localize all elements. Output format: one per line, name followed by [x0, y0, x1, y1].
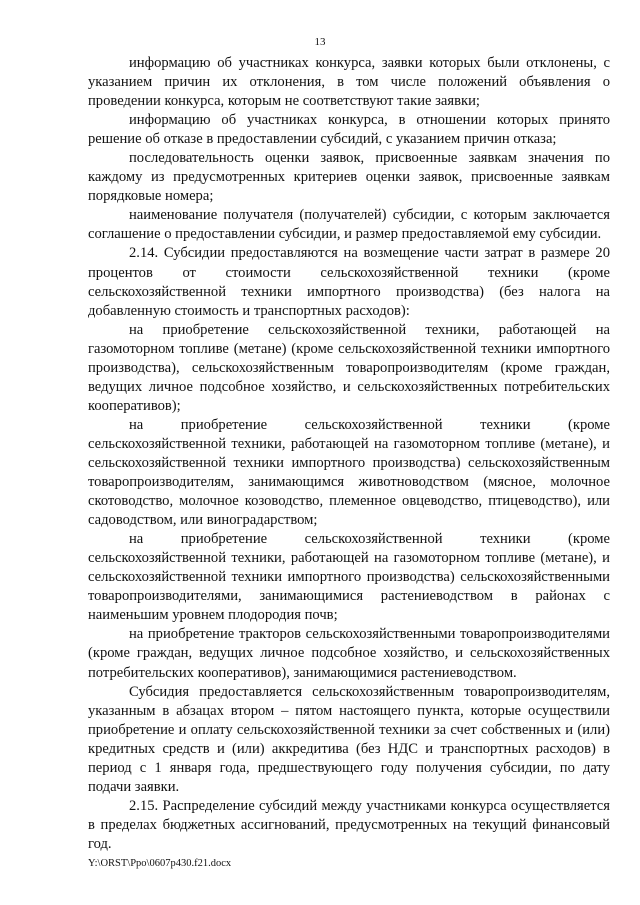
paragraph-recipient-name: наименование получателя (получателей) субсидии, с которым заключается соглашение о предоставлении субсидии, и размер предоставляемой ему субсидии. [88, 207, 610, 243]
paragraph-rejected-applications: информацию об участниках конкурса, заявки которых были отклонены, с указанием причин их отклонения, в том числе положений объявления о проведении конкурса, которым не соответствуют такие заявки; [88, 55, 610, 110]
paragraph-refused-participants: информацию об участниках конкурса, в отношении которых принято решение об отказе в предоставлении субсидий, с указанием причин отказа; [88, 112, 610, 148]
paragraph-livestock-equipment: на приобретение сельскохозяйственной техники (кроме сельскохозяйственной техники, работающей на газомоторном топливе (метане), и сельскохозяйственной техники импортного производства) сельскохозяйственным товаропроизводителям, занимающимся животноводством (мясное, молочное скотоводство, молочное козоводство, племенное овцеводство, птицеводство), или садоводством, или виноградарством; [88, 416, 610, 529]
page-number: 13 [314, 36, 326, 48]
paragraph-tractors: на приобретение тракторов сельскохозяйственными товаропроизводителями (кроме граждан, ведущих личное подсобное хозяйство, и сельскохозяйственных потребительских кооперативов), занимающимися растениеводством. [88, 626, 610, 681]
paragraph-evaluation-sequence: последовательность оценки заявок, присвоенные заявкам значения по каждому из предусмотренных критериев оценки заявок, присвоенные заявкам порядковые номера; [88, 150, 610, 205]
document-body [88, 54, 610, 854]
paragraph-gas-engine-equipment: на приобретение сельскохозяйственной техники, работающей на газомоторном топливе (метане) (кроме сельскохозяйственной техники импортного производства), сельскохозяйственным товаропроизводителям (кроме граждан, ведущих личное подсобное хозяйство, и сельскохозяйственных потребительских кооперативов); [88, 321, 610, 414]
paragraph-crop-equipment: на приобретение сельскохозяйственной техники (кроме сельскохозяйственной техники, работающей на газомоторном топливе (метане), и сельскохозяйственной техники импортного производства) сельскохозяйственными товаропроизводителями, занимающимися растениеводством в районах с наименьшим уровнем плодородия почв; [88, 531, 610, 624]
footer-file-path: Y:\ORST\Ppo\0607p430.f21.docx [88, 858, 232, 869]
paragraph-2-15: 2.15. Распределение субсидий между участниками конкурса осуществляется в пределах бюджетных ассигнований, предусмотренных на текущий финансовый год. [88, 797, 610, 852]
paragraph-2-14: 2.14. Субсидии предоставляются на возмещение части затрат в размере 20 процентов от стоимости сельскохозяйственной техники (кроме сельскохозяйственной техники импортного производства) (без налога на добавленную стоимость и транспортных расходов): [88, 245, 610, 319]
paragraph-subsidy-conditions: Субсидия предоставляется сельскохозяйственным товаропроизводителям, указанным в абзацах втором – пятом настоящего пункта, которые осуществили приобретение и оплату сельскохозяйственной техники за счет собственных и (или) кредитных средств и (или) аккредитива (без НДС и транспортных расходов) в период с 1 января года, предшествующего году получения субсидии, по дату подачи заявки. [88, 683, 610, 795]
